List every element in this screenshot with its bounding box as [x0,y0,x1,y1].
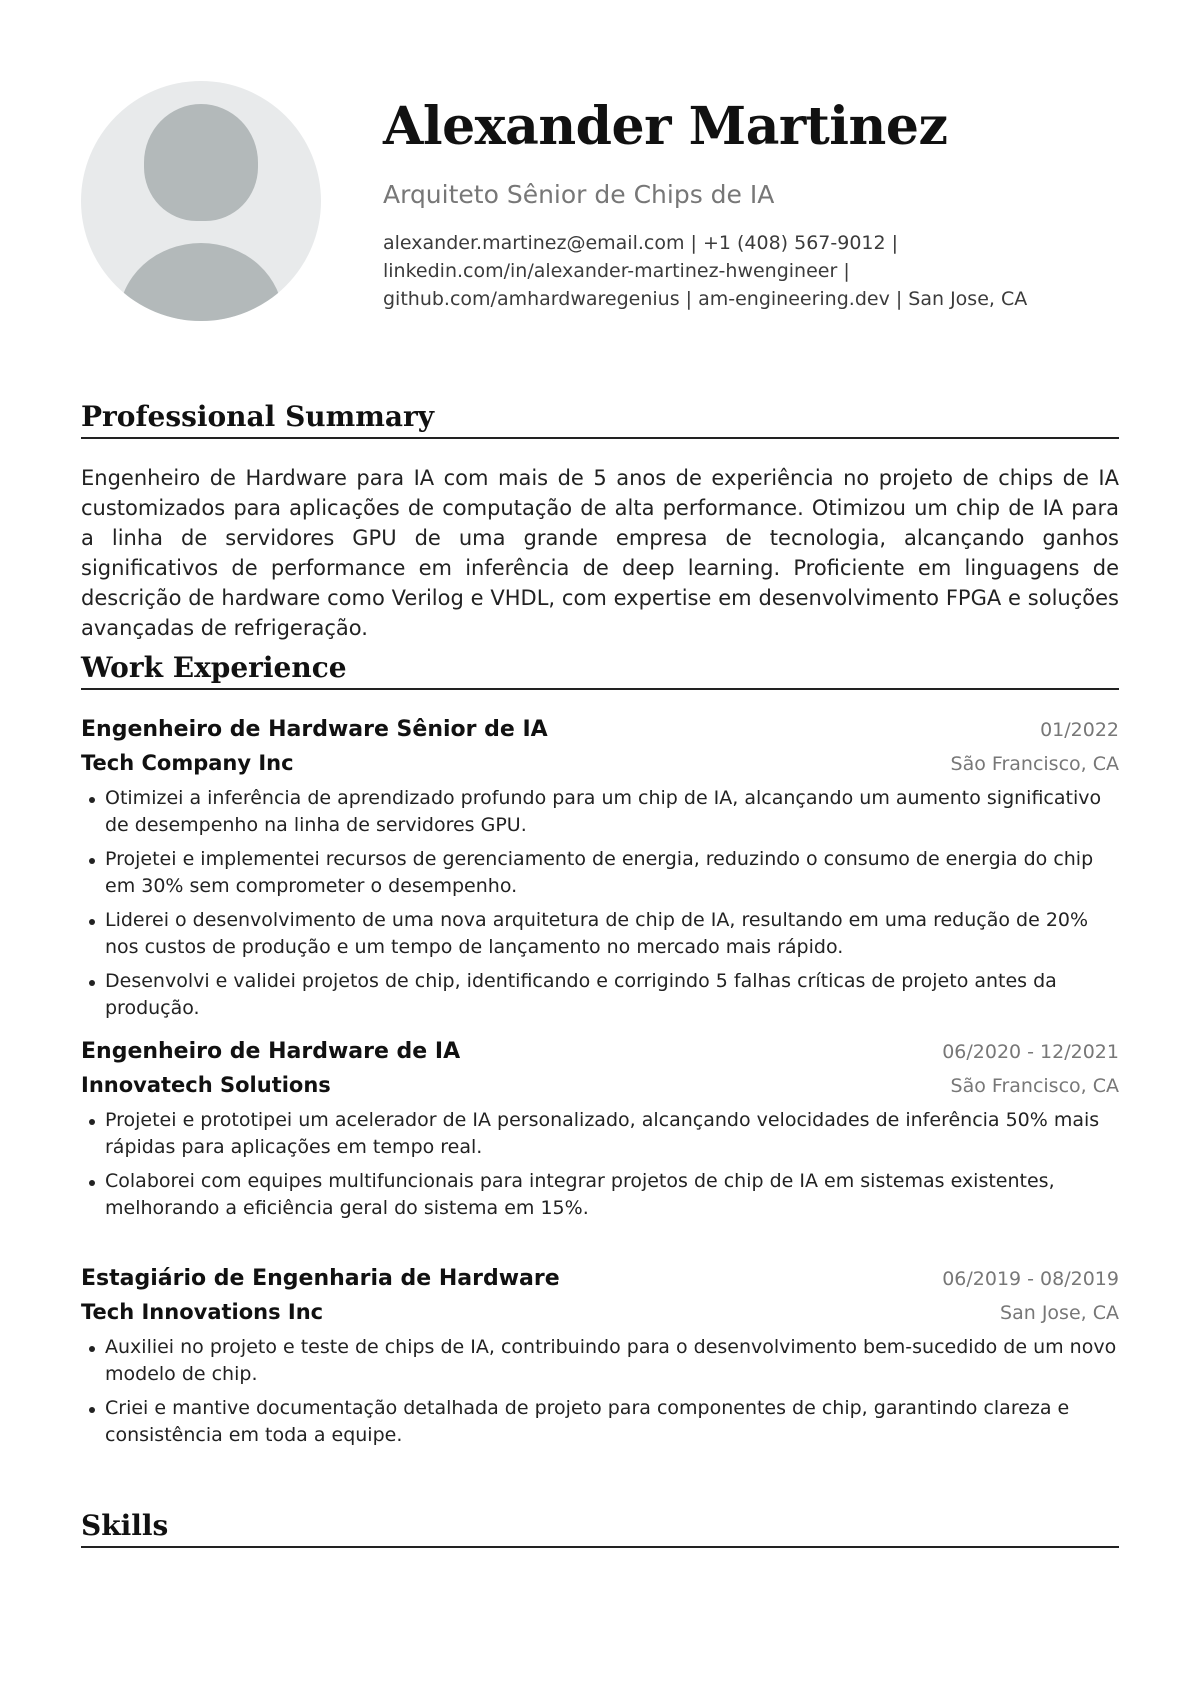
job-bullets [81,1334,1119,1449]
list-item: Criei e mantive documentação detalhada de projeto para componentes de chip, garantindo clareza e consistência em toda a equipe. [81,1395,1119,1449]
job-date: 06/2020 - 12/2021 [942,1041,1119,1063]
job-company: Tech Company Inc [81,751,294,775]
job-bullets [81,785,1119,1022]
list-item: Projetei e implementei recursos de gerenciamento de energia, reduzindo o consumo de energia do chip em 30% sem comprometer o desempenho. [81,846,1119,900]
job-title: Estagiário de Engenharia de Hardware [81,1266,560,1291]
list-item: Otimizei a inferência de aprendizado profundo para um chip de IA, alcançando um aumento significativo de desempenho na linha de servidores GPU. [81,785,1119,839]
job-company: Innovatech Solutions [81,1073,331,1097]
candidate-title: Arquiteto Sênior de Chips de IA [383,180,775,209]
job-title: Engenheiro de Hardware Sênior de IA [81,717,548,742]
avatar-shoulders-shape [119,243,283,321]
contact-info: alexander.martinez@email.com | +1 (408) 567-9012 | linkedin.com/in/alexander-martinez-hwengineer | github.com/amhardwaregenius | am-engineering.dev | San Jose, CA [383,232,1028,310]
job-bullets [81,1107,1119,1222]
job-location: São Francisco, CA [950,753,1119,775]
job-location: San Jose, CA [1000,1302,1119,1324]
summary-text: Engenheiro de Hardware para IA com mais de 5 anos de experiência no projeto de chips de IA customizados para aplicações de computação de alta performance. Otimizou um chip de IA para a linha de servidores GPU de uma grande empresa de tecnologia, alcançando ganhos significativos de performance em inferência de deep learning. Proficiente em linguagens de descrição de hardware como Verilog e VHDL, com expertise em desenvolvimento FPGA e soluções avançadas de refrigeração. [81,466,1119,640]
job-date: 01/2022 [1040,719,1119,741]
list-item: Auxiliei no projeto e teste de chips de IA, contribuindo para o desenvolvimento bem-sucedido de um novo modelo de chip. [81,1334,1119,1388]
section-title-experience: Work Experience [81,651,1119,690]
experience-entry [81,1039,1119,1229]
avatar-head-shape [144,104,258,221]
list-item: Projetei e prototipei um acelerador de IA personalizado, alcançando velocidades de inferência 50% mais rápidas para aplicações em tempo real. [81,1107,1119,1161]
list-item: Desenvolvi e validei projetos de chip, identificando e corrigindo 5 falhas críticas de projeto antes da produção. [81,968,1119,1022]
section-title-skills: Skills [81,1509,1119,1548]
list-item: Liderei o desenvolvimento de uma nova arquitetura de chip de IA, resultando em uma redução de 20% nos custos de produção e um tempo de lançamento no mercado mais rápido. [81,907,1119,961]
candidate-name: Alexander Martinez [383,96,948,157]
job-company: Tech Innovations Inc [81,1300,324,1324]
experience-entry [81,1266,1119,1456]
experience-entry [81,717,1119,1029]
profile-avatar [81,81,321,321]
job-title: Engenheiro de Hardware de IA [81,1039,461,1064]
list-item: Colaborei com equipes multifuncionais para integrar projetos de chip de IA em sistemas existentes, melhorando a eficiência geral do sistema em 15%. [81,1168,1119,1222]
section-title-summary: Professional Summary [81,400,1119,439]
job-location: São Francisco, CA [950,1075,1119,1097]
job-date: 06/2019 - 08/2019 [942,1268,1119,1290]
